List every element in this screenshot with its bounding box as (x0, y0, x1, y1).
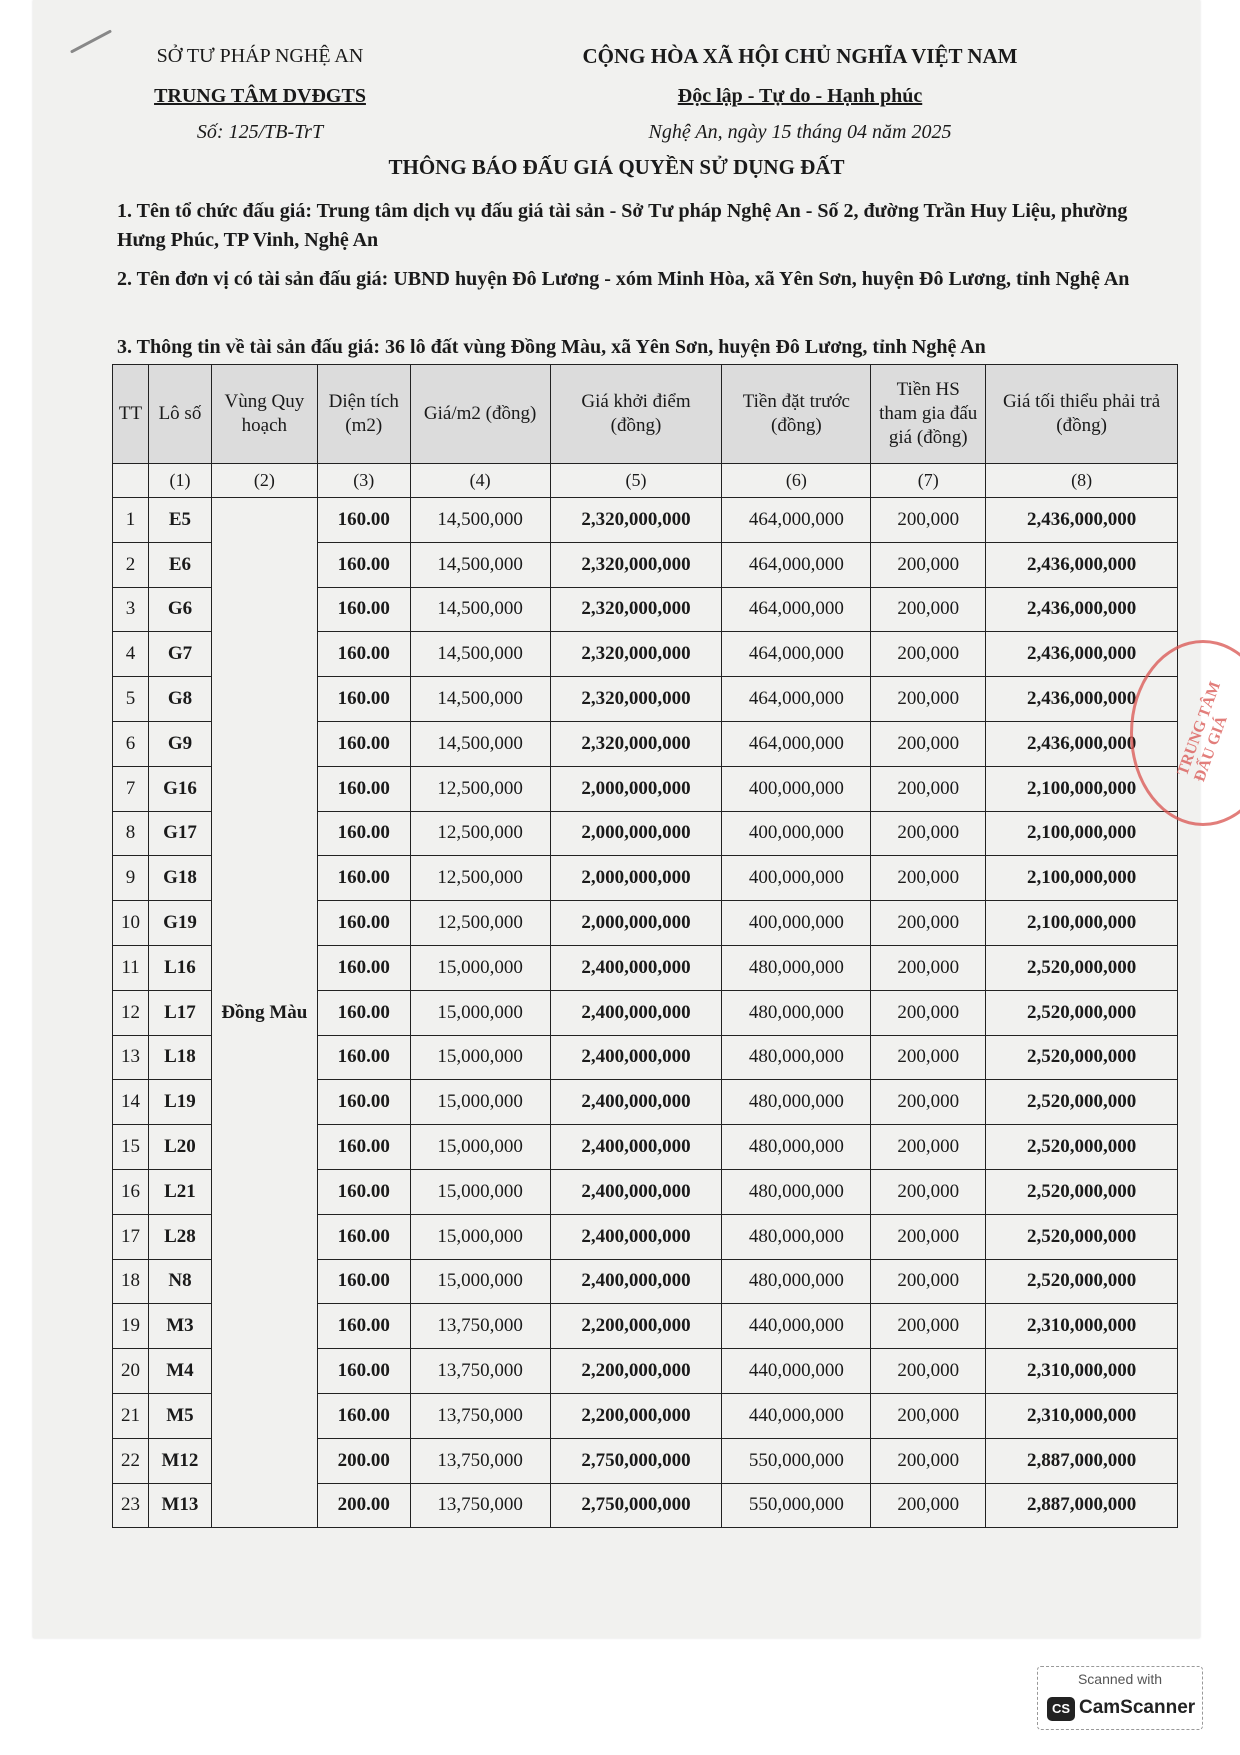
deposit-cell: 440,000,000 (722, 1304, 871, 1349)
deposit-cell: 480,000,000 (722, 1169, 871, 1214)
nation-title: CỘNG HÒA XÃ HỘI CHỦ NGHĨA VIỆT NAM (582, 44, 1018, 68)
starting-price-cell: 2,400,000,000 (550, 1125, 722, 1170)
header-price-per-m2: Giá/m2 (đồng) (410, 365, 550, 464)
lot-number-cell: M12 (148, 1438, 211, 1483)
header-starting-price: Giá khởi điểm (đồng) (550, 365, 722, 464)
application-fee-cell: 200,000 (871, 1080, 986, 1125)
page-title: THÔNG BÁO ĐẤU GIÁ QUYỀN SỬ DỤNG ĐẤT (388, 155, 845, 179)
starting-price-cell: 2,400,000,000 (550, 990, 722, 1035)
area-cell: 160.00 (317, 945, 410, 990)
starting-price-cell: 2,200,000,000 (550, 1349, 722, 1394)
national-motto: Độc lập - Tự do - Hạnh phúc (677, 85, 923, 107)
lot-number-cell: G8 (148, 677, 211, 722)
starting-price-cell: 2,320,000,000 (550, 587, 722, 632)
area-cell: 160.00 (317, 1080, 410, 1125)
starting-price-cell: 2,750,000,000 (550, 1438, 722, 1483)
application-fee-cell: 200,000 (871, 721, 986, 766)
price-per-m2-cell: 15,000,000 (410, 1125, 550, 1170)
price-per-m2-cell: 14,500,000 (410, 587, 550, 632)
lot-number-cell: G19 (148, 901, 211, 946)
row-number-cell: 18 (113, 1259, 149, 1304)
application-fee-cell: 200,000 (871, 811, 986, 856)
application-fee-cell: 200,000 (871, 766, 986, 811)
land-lot-table (112, 364, 1178, 1528)
area-cell: 160.00 (317, 587, 410, 632)
column-index (113, 464, 149, 498)
area-cell: 160.00 (317, 901, 410, 946)
price-per-m2-cell: 13,750,000 (410, 1393, 550, 1438)
document-date: Nghệ An, ngày 15 tháng 04 năm 2025 (648, 121, 952, 143)
row-number-cell: 6 (113, 721, 149, 766)
price-per-m2-cell: 15,000,000 (410, 1080, 550, 1125)
application-fee-cell: 200,000 (871, 1349, 986, 1394)
minimum-payment-cell: 2,887,000,000 (986, 1483, 1178, 1528)
row-number-cell: 15 (113, 1125, 149, 1170)
header-tt: TT (113, 365, 149, 464)
row-number-cell: 7 (113, 766, 149, 811)
issuer-department: SỞ TƯ PHÁP NGHỆ AN (156, 45, 364, 67)
application-fee-cell: 200,000 (871, 901, 986, 946)
application-fee-cell: 200,000 (871, 542, 986, 587)
starting-price-cell: 2,400,000,000 (550, 945, 722, 990)
area-cell: 160.00 (317, 1035, 410, 1080)
watermark-brand: CamScanner (1079, 1697, 1196, 1718)
deposit-cell: 480,000,000 (722, 1035, 871, 1080)
deposit-cell: 550,000,000 (722, 1483, 871, 1528)
header-minimum-payment: Giá tối thiểu phải trả (đồng) (986, 365, 1178, 464)
row-number-cell: 12 (113, 990, 149, 1035)
camscanner-logo-icon: CS (1047, 1697, 1075, 1721)
price-per-m2-cell: 15,000,000 (410, 1214, 550, 1259)
price-per-m2-cell: 13,750,000 (410, 1349, 550, 1394)
lot-number-cell: L19 (148, 1080, 211, 1125)
header-application-fee: Tiền HS tham gia đấu giá (đồng) (871, 365, 986, 464)
application-fee-cell: 200,000 (871, 1035, 986, 1080)
starting-price-cell: 2,320,000,000 (550, 542, 722, 587)
row-number-cell: 19 (113, 1304, 149, 1349)
auction-org-paragraph: 1. Tên tổ chức đấu giá: Trung tâm dịch vụ đấu giá tài sản - Sở Tư pháp Nghệ An - Số 2, đường Trần Huy Liệu, phường Hưng Phúc, TP Vinh, Nghệ An (117, 200, 1128, 251)
area-cell: 160.00 (317, 811, 410, 856)
row-number-cell: 16 (113, 1169, 149, 1214)
row-number-cell: 2 (113, 542, 149, 587)
asset-owner-paragraph: 2. Tên đơn vị có tài sản đấu giá: UBND huyện Đô Lương - xóm Minh Hòa, xã Yên Sơn, huyện Đô Lương, tỉnh Nghệ An (117, 268, 1130, 290)
price-per-m2-cell: 14,500,000 (410, 721, 550, 766)
lot-number-cell: G9 (148, 721, 211, 766)
deposit-cell: 464,000,000 (722, 587, 871, 632)
area-cell: 160.00 (317, 856, 410, 901)
area-cell: 160.00 (317, 990, 410, 1035)
starting-price-cell: 2,000,000,000 (550, 811, 722, 856)
column-index: (1) (148, 464, 211, 498)
lot-number-cell: G7 (148, 632, 211, 677)
starting-price-cell: 2,000,000,000 (550, 766, 722, 811)
price-per-m2-cell: 15,000,000 (410, 945, 550, 990)
minimum-payment-cell: 2,887,000,000 (986, 1438, 1178, 1483)
region-cell: Đồng Màu (211, 498, 317, 1528)
area-cell: 200.00 (317, 1483, 410, 1528)
deposit-cell: 400,000,000 (722, 901, 871, 946)
asset-info-paragraph: 3. Thông tin về tài sản đấu giá: 36 lô đất vùng Đồng Màu, xã Yên Sơn, huyện Đô Lương, tỉnh Nghệ An (117, 336, 986, 358)
header-region: Vùng Quy hoạch (211, 365, 317, 464)
lot-number-cell: N8 (148, 1259, 211, 1304)
area-cell: 160.00 (317, 677, 410, 722)
deposit-cell: 400,000,000 (722, 766, 871, 811)
starting-price-cell: 2,320,000,000 (550, 677, 722, 722)
lot-number-cell: G16 (148, 766, 211, 811)
application-fee-cell: 200,000 (871, 1438, 986, 1483)
application-fee-cell: 200,000 (871, 1259, 986, 1304)
price-per-m2-cell: 12,500,000 (410, 901, 550, 946)
price-per-m2-cell: 15,000,000 (410, 1035, 550, 1080)
row-number-cell: 4 (113, 632, 149, 677)
column-index: (7) (871, 464, 986, 498)
lot-number-cell: G17 (148, 811, 211, 856)
starting-price-cell: 2,400,000,000 (550, 1214, 722, 1259)
starting-price-cell: 2,320,000,000 (550, 498, 722, 543)
header-deposit: Tiền đặt trước (đồng) (722, 365, 871, 464)
row-number-cell: 21 (113, 1393, 149, 1438)
minimum-payment-cell: 2,436,000,000 (986, 542, 1178, 587)
price-per-m2-cell: 12,500,000 (410, 811, 550, 856)
stamp-text: TRUNG TÂM ĐẤU GIÁ (1174, 679, 1231, 785)
lot-number-cell: G18 (148, 856, 211, 901)
table-header-row (113, 365, 1178, 464)
minimum-payment-cell: 2,310,000,000 (986, 1349, 1178, 1394)
price-per-m2-cell: 15,000,000 (410, 1259, 550, 1304)
column-index: (4) (410, 464, 550, 498)
deposit-cell: 400,000,000 (722, 811, 871, 856)
deposit-cell: 550,000,000 (722, 1438, 871, 1483)
area-cell: 160.00 (317, 1349, 410, 1394)
area-cell: 160.00 (317, 766, 410, 811)
lot-number-cell: E5 (148, 498, 211, 543)
minimum-payment-cell: 2,520,000,000 (986, 945, 1178, 990)
lot-number-cell: M13 (148, 1483, 211, 1528)
minimum-payment-cell: 2,520,000,000 (986, 1259, 1178, 1304)
starting-price-cell: 2,750,000,000 (550, 1483, 722, 1528)
column-index: (8) (986, 464, 1178, 498)
lot-number-cell: M3 (148, 1304, 211, 1349)
deposit-cell: 464,000,000 (722, 677, 871, 722)
price-per-m2-cell: 12,500,000 (410, 856, 550, 901)
starting-price-cell: 2,400,000,000 (550, 1035, 722, 1080)
lot-number-cell: L20 (148, 1125, 211, 1170)
application-fee-cell: 200,000 (871, 945, 986, 990)
starting-price-cell: 2,320,000,000 (550, 721, 722, 766)
deposit-cell: 464,000,000 (722, 542, 871, 587)
application-fee-cell: 200,000 (871, 1214, 986, 1259)
minimum-payment-cell: 2,520,000,000 (986, 1214, 1178, 1259)
lot-number-cell: E6 (148, 542, 211, 587)
camscanner-watermark (1037, 1666, 1203, 1730)
column-index: (2) (211, 464, 317, 498)
minimum-payment-cell: 2,436,000,000 (986, 721, 1178, 766)
minimum-payment-cell: 2,100,000,000 (986, 811, 1178, 856)
lot-number-cell: G6 (148, 587, 211, 632)
starting-price-cell: 2,320,000,000 (550, 632, 722, 677)
minimum-payment-cell: 2,100,000,000 (986, 901, 1178, 946)
application-fee-cell: 200,000 (871, 587, 986, 632)
minimum-payment-cell: 2,310,000,000 (986, 1304, 1178, 1349)
row-number-cell: 9 (113, 856, 149, 901)
application-fee-cell: 200,000 (871, 498, 986, 543)
application-fee-cell: 200,000 (871, 1483, 986, 1528)
deposit-cell: 480,000,000 (722, 945, 871, 990)
minimum-payment-cell: 2,100,000,000 (986, 766, 1178, 811)
issuer-block (110, 44, 410, 144)
minimum-payment-cell: 2,520,000,000 (986, 1080, 1178, 1125)
area-cell: 160.00 (317, 542, 410, 587)
application-fee-cell: 200,000 (871, 1393, 986, 1438)
deposit-cell: 400,000,000 (722, 856, 871, 901)
minimum-payment-cell: 2,520,000,000 (986, 1035, 1178, 1080)
starting-price-cell: 2,000,000,000 (550, 901, 722, 946)
deposit-cell: 464,000,000 (722, 632, 871, 677)
application-fee-cell: 200,000 (871, 677, 986, 722)
nation-block (540, 44, 1060, 144)
area-cell: 160.00 (317, 1304, 410, 1349)
price-per-m2-cell: 14,500,000 (410, 542, 550, 587)
price-per-m2-cell: 12,500,000 (410, 766, 550, 811)
minimum-payment-cell: 2,100,000,000 (986, 856, 1178, 901)
application-fee-cell: 200,000 (871, 856, 986, 901)
price-per-m2-cell: 13,750,000 (410, 1438, 550, 1483)
column-index: (5) (550, 464, 722, 498)
minimum-payment-cell: 2,436,000,000 (986, 632, 1178, 677)
minimum-payment-cell: 2,436,000,000 (986, 677, 1178, 722)
area-cell: 160.00 (317, 632, 410, 677)
column-index: (3) (317, 464, 410, 498)
lot-number-cell: L21 (148, 1169, 211, 1214)
starting-price-cell: 2,400,000,000 (550, 1169, 722, 1214)
area-cell: 160.00 (317, 1393, 410, 1438)
price-per-m2-cell: 14,500,000 (410, 677, 550, 722)
row-number-cell: 10 (113, 901, 149, 946)
row-number-cell: 14 (113, 1080, 149, 1125)
lot-number-cell: L18 (148, 1035, 211, 1080)
price-per-m2-cell: 14,500,000 (410, 498, 550, 543)
header-area: Diện tích (m2) (317, 365, 410, 464)
deposit-cell: 464,000,000 (722, 721, 871, 766)
area-cell: 160.00 (317, 721, 410, 766)
table-body (113, 464, 1178, 1528)
row-number-cell: 8 (113, 811, 149, 856)
issuer-center: TRUNG TÂM DVĐGTS (154, 85, 366, 107)
deposit-cell: 480,000,000 (722, 1259, 871, 1304)
lot-number-cell: L17 (148, 990, 211, 1035)
watermark-caption: Scanned with (1077, 1671, 1163, 1687)
minimum-payment-cell: 2,436,000,000 (986, 587, 1178, 632)
row-number-cell: 5 (113, 677, 149, 722)
lot-number-cell: M5 (148, 1393, 211, 1438)
area-cell: 160.00 (317, 1214, 410, 1259)
starting-price-cell: 2,400,000,000 (550, 1259, 722, 1304)
row-number-cell: 13 (113, 1035, 149, 1080)
document-number: Số: 125/TB-TrT (196, 121, 324, 143)
area-cell: 160.00 (317, 1259, 410, 1304)
area-cell: 200.00 (317, 1438, 410, 1483)
application-fee-cell: 200,000 (871, 1304, 986, 1349)
starting-price-cell: 2,200,000,000 (550, 1393, 722, 1438)
price-per-m2-cell: 13,750,000 (410, 1304, 550, 1349)
row-number-cell: 3 (113, 587, 149, 632)
starting-price-cell: 2,400,000,000 (550, 1080, 722, 1125)
price-per-m2-cell: 14,500,000 (410, 632, 550, 677)
lot-number-cell: L28 (148, 1214, 211, 1259)
column-index-row (113, 464, 1178, 498)
deposit-cell: 440,000,000 (722, 1393, 871, 1438)
column-index: (6) (722, 464, 871, 498)
price-per-m2-cell: 15,000,000 (410, 990, 550, 1035)
lot-number-cell: L16 (148, 945, 211, 990)
row-number-cell: 17 (113, 1214, 149, 1259)
area-cell: 160.00 (317, 498, 410, 543)
deposit-cell: 480,000,000 (722, 1214, 871, 1259)
deposit-cell: 480,000,000 (722, 990, 871, 1035)
row-number-cell: 22 (113, 1438, 149, 1483)
price-per-m2-cell: 13,750,000 (410, 1483, 550, 1528)
area-cell: 160.00 (317, 1169, 410, 1214)
deposit-cell: 480,000,000 (722, 1125, 871, 1170)
application-fee-cell: 200,000 (871, 990, 986, 1035)
row-number-cell: 11 (113, 945, 149, 990)
row-number-cell: 23 (113, 1483, 149, 1528)
row-number-cell: 20 (113, 1349, 149, 1394)
row-number-cell: 1 (113, 498, 149, 543)
deposit-cell: 480,000,000 (722, 1080, 871, 1125)
deposit-cell: 440,000,000 (722, 1349, 871, 1394)
minimum-payment-cell: 2,520,000,000 (986, 1169, 1178, 1214)
starting-price-cell: 2,000,000,000 (550, 856, 722, 901)
application-fee-cell: 200,000 (871, 1169, 986, 1214)
minimum-payment-cell: 2,436,000,000 (986, 498, 1178, 543)
minimum-payment-cell: 2,520,000,000 (986, 1125, 1178, 1170)
area-cell: 160.00 (317, 1125, 410, 1170)
minimum-payment-cell: 2,310,000,000 (986, 1393, 1178, 1438)
table-row (113, 498, 1178, 543)
price-per-m2-cell: 15,000,000 (410, 1169, 550, 1214)
lot-number-cell: M4 (148, 1349, 211, 1394)
application-fee-cell: 200,000 (871, 632, 986, 677)
deposit-cell: 464,000,000 (722, 498, 871, 543)
starting-price-cell: 2,200,000,000 (550, 1304, 722, 1349)
header-lot: Lô số (148, 365, 211, 464)
minimum-payment-cell: 2,520,000,000 (986, 990, 1178, 1035)
application-fee-cell: 200,000 (871, 1125, 986, 1170)
